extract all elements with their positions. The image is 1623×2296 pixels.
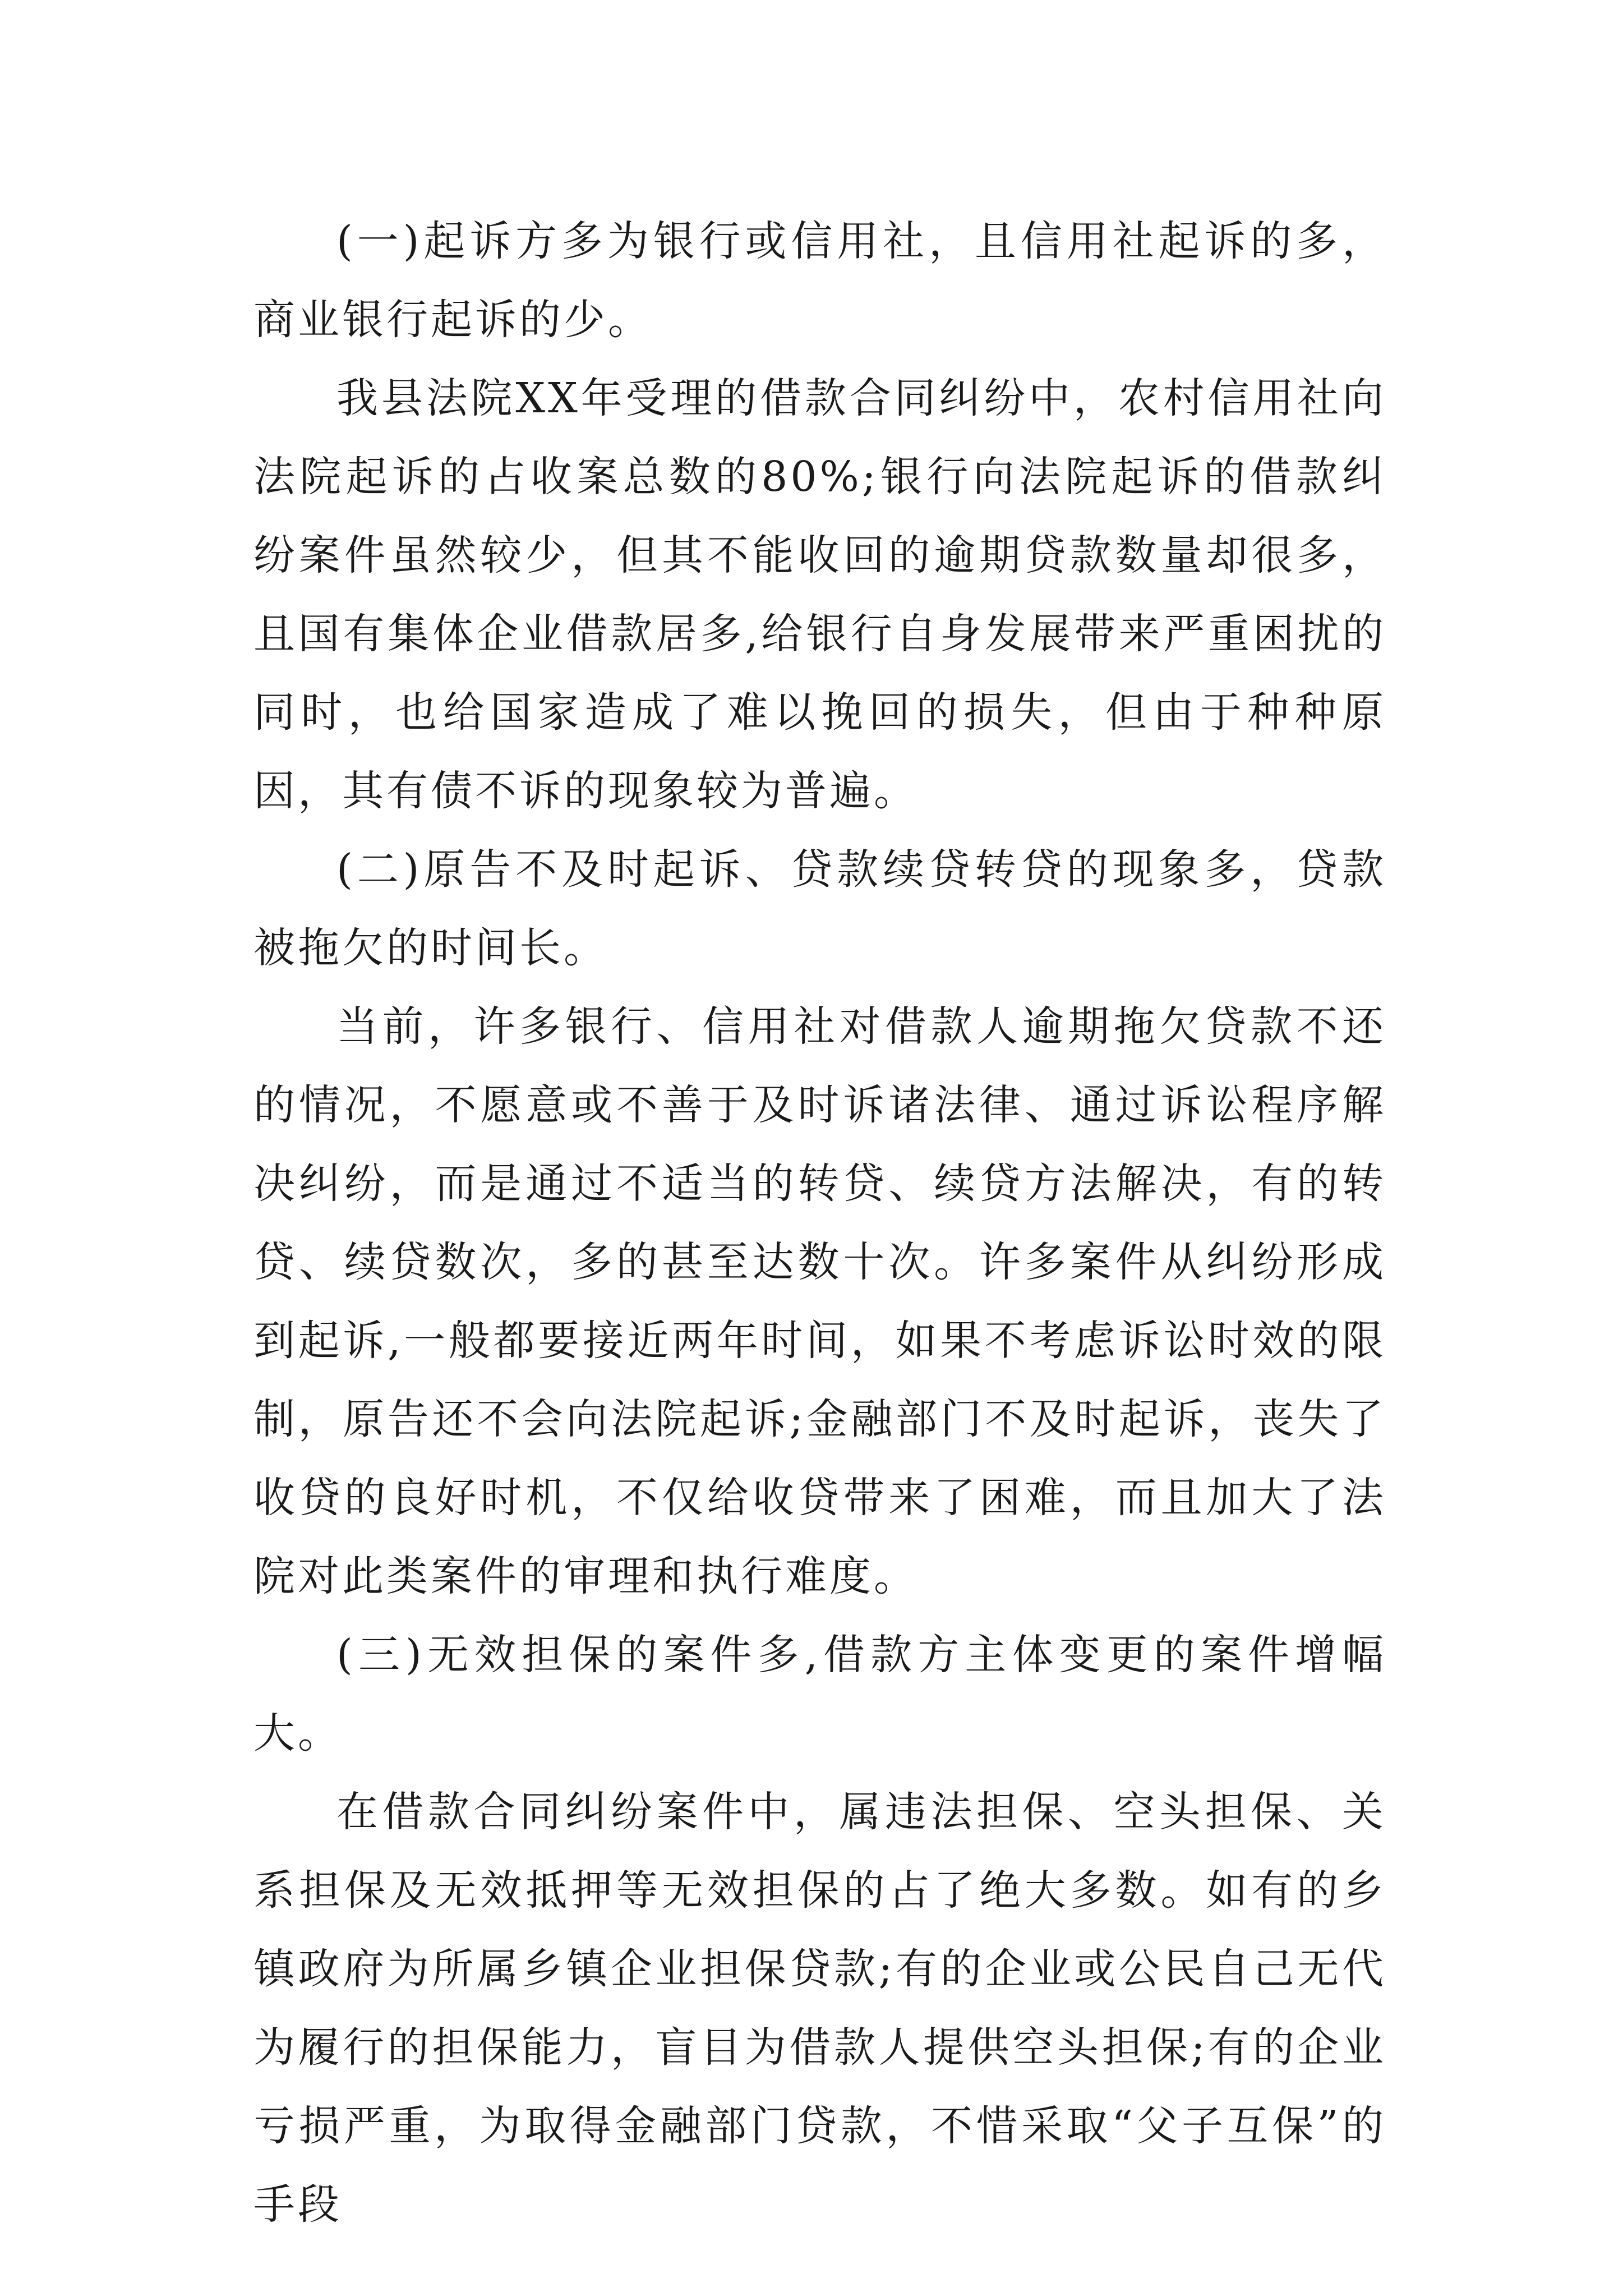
body-paragraph-2: 当前，许多银行、信用社对借款人逾期拖欠贷款不还的情况，不愿意或不善于及时诉诸法律、通过诉讼程序解决纠纷，而是通过不适当的转贷、续贷方法解决，有的转贷、续贷数次，多的甚至达数十次。许多案件从纠纷形成到起诉,一般都要接近两年时间，如果不考虑诉讼时效的限制，原告还不会向法院起诉;金融部门不及时起诉，丧失了收贷的良好时机，不仅给收贷带来了困难，而且加大了法院对此类案件的审理和执行难度。 [253,1002,1386,1600]
body-paragraph-3: 在借款合同纠纷案件中，属违法担保、空头担保、关系担保及无效抵押等无效担保的占了绝大多数。如有的乡镇政府为所属乡镇企业担保贷款;有的企业或公民自己无代为履行的担保能力，盲目为借款人提供空头担保;有的企业亏损严重，为取得金融部门贷款，不惜采取“父子互保”的手段 [253,1788,1386,2229]
section-heading-2: (二)原告不及时起诉、贷款续贷转贷的现象多，贷款被拖欠的时间长。 [253,845,1386,972]
body-paragraph-1: 我县法院XX年受理的借款合同纠纷中，农村信用社向法院起诉的占收案总数的80%;银行向法院起诉的借款纠纷案件虽然较少，但其不能收回的逾期贷款数量却很多，且国有集体企业借款居多,给银行自身发展带来严重困扰的同时，也给国家造成了难以挽回的损失，但由于种种原因，其有债不诉的现象较为普遍。 [253,374,1386,815]
section-heading-3: (三)无效担保的案件多,借款方主体变更的案件增幅大。 [253,1631,1386,1757]
document-body [253,202,1386,2244]
section-heading-1: (一)起诉方多为银行或信用社，且信用社起诉的多，商业银行起诉的少。 [253,217,1386,344]
